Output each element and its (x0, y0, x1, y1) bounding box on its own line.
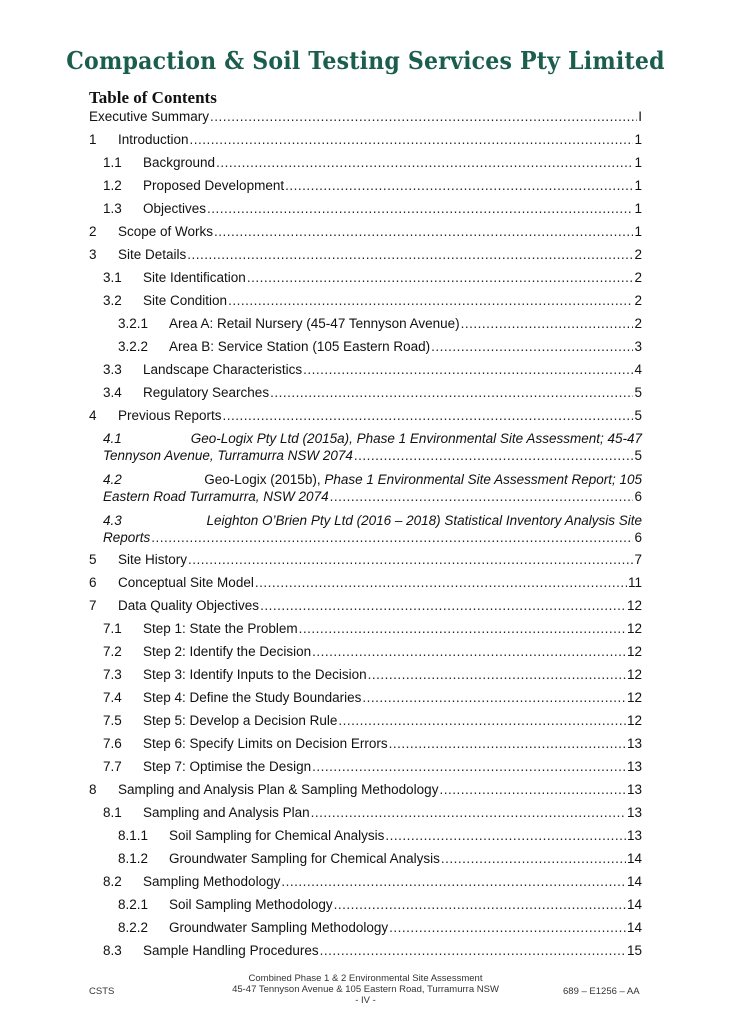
toc-entry-number: 8.1.1 (118, 828, 149, 843)
toc-entry-8-1-2[interactable] (89, 850, 642, 867)
toc-entry-page: 14 (626, 920, 642, 935)
toc-entry-7-6[interactable] (89, 735, 642, 752)
footer-report-title: Combined Phase 1 & 2 Environmental Site Assessment (248, 973, 483, 984)
toc-entry-title: Area B: Service Station (105 Eastern Road) (169, 339, 431, 354)
toc-entry-number: 3.2.2 (118, 339, 149, 354)
leader-dots (385, 827, 626, 844)
toc-entry-number: 4.2 (103, 472, 122, 487)
toc-entry-3-4[interactable] (89, 384, 642, 401)
toc-entry-number: 5 (89, 552, 97, 567)
toc-entry-number: 4.1 (103, 431, 122, 446)
toc-entry-title: Groundwater Sampling Methodology (169, 920, 389, 935)
leader-dots (368, 666, 626, 683)
toc-entry-4[interactable] (89, 407, 642, 424)
toc-entry-page: I (638, 109, 642, 124)
toc-entry-page: 1 (634, 132, 642, 147)
leader-dots (303, 361, 633, 378)
toc-entry-title-line2: Tennyson Avenue, Turramurra NSW 2074 (103, 448, 353, 463)
leader-dots (190, 131, 634, 148)
footer-right: 689 – E1256 – AA (563, 986, 640, 997)
toc-entry-title-line1-author: Geo-Logix (2015b), (204, 472, 325, 487)
toc-entry-title: Sample Handling Procedures (143, 943, 319, 958)
toc-entry-page: 11 (627, 575, 642, 590)
toc-entry-title: Step 6: Specify Limits on Decision Errors (143, 736, 388, 751)
toc-entry-page: 2 (634, 270, 642, 285)
toc-entry-page: 1 (634, 178, 642, 193)
toc-entry-page: 2 (634, 293, 642, 308)
leader-dots (441, 850, 626, 867)
toc-entry-title-line2: Eastern Road Turramurra, NSW 2074 (103, 489, 329, 504)
toc-entry-page: 12 (626, 598, 642, 613)
toc-entry-title: Step 7: Optimise the Design (143, 759, 312, 774)
toc-entry-number: 3.4 (103, 385, 122, 400)
toc-entry-1-2[interactable] (89, 177, 642, 194)
toc-entry-number: 7.5 (103, 713, 122, 728)
toc-entry-number: 8.2.1 (118, 897, 149, 912)
toc-entry-page: 12 (626, 621, 642, 636)
toc-entry-title: Scope of Works (118, 224, 214, 239)
toc-entry-number: 2 (89, 224, 97, 239)
leader-dots (270, 384, 633, 401)
toc-entry-title: Site History (118, 552, 188, 567)
toc-entry-8-3[interactable] (89, 942, 642, 959)
toc-entry-page: 4 (634, 362, 642, 377)
toc-entry-number: 3.2 (103, 293, 122, 308)
toc-entry-title: Soil Sampling Methodology (169, 897, 333, 912)
toc-entry-2[interactable] (89, 223, 642, 240)
toc-entry-title: Sampling and Analysis Plan (143, 805, 310, 820)
toc-entry-title-line2: Reports (103, 530, 151, 545)
toc-entry-title: Site Condition (143, 293, 228, 308)
toc-entry-page: 5 (634, 385, 642, 400)
toc-entry-3-3[interactable] (89, 361, 642, 378)
toc-entry-number: 7.4 (103, 690, 122, 705)
leader-dots (223, 407, 634, 424)
toc-entry-7-4[interactable] (89, 689, 642, 706)
toc-entry-number: 8.2 (103, 874, 122, 889)
toc-entry-7-7[interactable] (89, 758, 642, 775)
toc-entry-page: 14 (626, 851, 642, 866)
toc-entry-title: Regulatory Searches (143, 385, 270, 400)
toc-entry-8-2-1[interactable] (89, 896, 642, 913)
leader-dots (311, 804, 626, 821)
toc-entry-page: 5 (634, 448, 642, 463)
toc-entry-8-2-2[interactable] (89, 919, 642, 936)
toc-entry-number: 8.3 (103, 943, 122, 958)
leader-dots (389, 919, 626, 936)
toc-entry-number: 3.2.1 (118, 316, 149, 331)
toc-entry-title: Step 2: Identify the Decision (143, 644, 312, 659)
toc-entry-1[interactable] (89, 131, 642, 148)
toc-entry-page: 1 (634, 224, 642, 239)
toc-entry-page: 2 (634, 316, 642, 331)
leader-dots (389, 735, 626, 752)
toc-entry-8-2[interactable] (89, 873, 642, 890)
toc-entry-title: Data Quality Objectives (118, 598, 260, 613)
leader-dots (151, 529, 633, 546)
toc-entry-7-5[interactable] (89, 712, 642, 729)
toc-entry-number: 7.6 (103, 736, 122, 751)
toc-entry-title: Objectives (143, 201, 207, 216)
toc-entry-page: 12 (626, 644, 642, 659)
toc-entry-title: Landscape Characteristics (143, 362, 303, 377)
toc-entry-number: 8.2.2 (118, 920, 149, 935)
toc-entry-number: 8.1 (103, 805, 122, 820)
toc-entry-title: Sampling Methodology (143, 874, 281, 889)
toc-entry-4-2[interactable] (89, 471, 642, 505)
leader-dots (187, 246, 633, 263)
toc-entry-3-2-2[interactable] (89, 338, 642, 355)
leader-dots (247, 269, 634, 286)
toc-entry-page: 14 (626, 897, 642, 912)
toc-entry-title: Step 1: State the Problem (143, 621, 298, 636)
toc-entry-3-1[interactable] (89, 269, 642, 286)
toc-entry-3-2-1[interactable] (89, 315, 642, 332)
leader-dots (255, 574, 627, 591)
leader-dots (214, 223, 633, 240)
toc-entry-7-2[interactable] (89, 643, 642, 660)
toc-entry-title-line1: Geo-Logix Pty Ltd (2015a), Phase 1 Environmental Site Assessment; 45-47 (190, 431, 642, 446)
toc-entry-title: Site Details (118, 247, 187, 262)
toc-entry-title: Step 5: Develop a Decision Rule (143, 713, 338, 728)
toc-entry-4-3[interactable] (89, 512, 642, 546)
toc-entry-page: 7 (634, 552, 642, 567)
toc-entry-page: 13 (626, 736, 642, 751)
leader-dots (216, 154, 633, 171)
toc-entry-8-1-1[interactable] (89, 827, 642, 844)
toc-entry-title-line1: Leighton O’Brien Pty Ltd (2016 – 2018) Statistical Inventory Analysis Site (206, 513, 642, 528)
toc-entry-page: 12 (626, 713, 642, 728)
toc-entry-number: 4 (89, 408, 97, 423)
toc-entry-4-1[interactable] (89, 430, 642, 464)
toc-entry-8[interactable] (89, 781, 642, 798)
toc-entry-number: 8.1.2 (118, 851, 149, 866)
toc-entry-7-1[interactable] (89, 620, 642, 637)
toc-entry-8-1[interactable] (89, 804, 642, 821)
toc-entry-title: Previous Reports (118, 408, 222, 423)
toc-entry-number: 7 (89, 598, 97, 613)
toc-entry-title: Sampling and Analysis Plan & Sampling Methodology (118, 782, 439, 797)
leader-dots (210, 108, 637, 125)
toc-entry-title: Conceptual Site Model (118, 575, 254, 590)
leader-dots (312, 643, 626, 660)
toc-entry-number: 1 (89, 132, 97, 147)
leader-dots (188, 551, 633, 568)
leader-dots (330, 488, 634, 505)
leader-dots (431, 338, 633, 355)
leader-dots (320, 942, 626, 959)
toc-entry-number: 7.7 (103, 759, 122, 774)
toc-entry-title: Step 4: Define the Study Boundaries (143, 690, 362, 705)
leader-dots (338, 712, 626, 729)
leader-dots (228, 292, 633, 309)
toc-entry-7-3[interactable] (89, 666, 642, 683)
toc-entry-number: 3.3 (103, 362, 122, 377)
toc-entry-title: Step 3: Identify Inputs to the Decision (143, 667, 367, 682)
toc-entry-number: 7.2 (103, 644, 122, 659)
toc-entry-number: 3.1 (103, 270, 122, 285)
toc-entry-page: 15 (626, 943, 642, 958)
toc-entry-1-3[interactable] (89, 200, 642, 217)
toc-entry-title: Soil Sampling for Chemical Analysis (169, 828, 385, 843)
toc-entry-title: Area A: Retail Nursery (45-47 Tennyson Avenue) (169, 316, 460, 331)
footer-page-number: - IV - (355, 995, 376, 1006)
toc-entry-page: 1 (634, 155, 642, 170)
toc-entry-number: 1.3 (103, 201, 122, 216)
toc-entry-number: 1.2 (103, 178, 122, 193)
toc-entry-6[interactable] (89, 574, 642, 591)
toc-entry-title: Executive Summary (89, 109, 210, 124)
leader-dots (312, 758, 626, 775)
toc-entry-number: 6 (89, 575, 97, 590)
toc-entry-number: 8 (89, 782, 97, 797)
toc-entry-title: Proposed Development (143, 178, 285, 193)
toc-entry-page: 13 (626, 805, 642, 820)
leader-dots (260, 597, 626, 614)
toc-title: Table of Contents (89, 88, 217, 107)
leader-dots (285, 177, 633, 194)
toc-entry-title: Background (143, 155, 216, 170)
leader-dots (461, 315, 634, 332)
toc-entry-1-1[interactable] (89, 154, 642, 171)
leader-dots (439, 781, 626, 798)
toc-entry-page: 12 (626, 690, 642, 705)
toc-entry-page: 2 (634, 247, 642, 262)
toc-entry-title: Groundwater Sampling for Chemical Analysis (169, 851, 440, 866)
leader-dots (207, 200, 633, 217)
toc-entry-page: 3 (634, 339, 642, 354)
toc-entry-7[interactable] (89, 597, 642, 614)
toc-entry-page: 13 (626, 759, 642, 774)
toc-entry-5[interactable] (89, 551, 642, 568)
toc-entry-number: 1.1 (103, 155, 122, 170)
leader-dots (354, 447, 634, 464)
toc-entry-page: 14 (626, 874, 642, 889)
leader-dots (281, 873, 626, 890)
company-name: Compaction & Soil Testing Services Pty Limited (66, 46, 665, 75)
leader-dots (334, 896, 626, 913)
toc-entry-number: 7.3 (103, 667, 122, 682)
toc-entry-executive-summary[interactable] (89, 108, 642, 125)
toc-entry-number: 3 (89, 247, 97, 262)
leader-dots (299, 620, 626, 637)
toc-entry-title: Site Identification (143, 270, 246, 285)
footer-address: 45-47 Tennyson Avenue & 105 Eastern Road, Turramurra NSW (232, 984, 499, 995)
toc-entry-3[interactable] (89, 246, 642, 263)
toc-entry-page: 1 (634, 201, 642, 216)
toc-entry-page: 13 (626, 782, 642, 797)
toc-entry-page: 6 (634, 489, 642, 504)
toc-entry-page: 6 (634, 530, 642, 545)
footer-left: CSTS (89, 986, 115, 997)
toc-entry-page: 13 (626, 828, 642, 843)
toc-entry-page: 12 (626, 667, 642, 682)
toc-entry-3-2[interactable] (89, 292, 642, 309)
toc-entry-number: 4.3 (103, 513, 122, 528)
leader-dots (362, 689, 626, 706)
toc-entry-number: 7.1 (103, 621, 122, 636)
toc-entry-title-line1: Phase 1 Environmental Site Assessment Report; 105 (324, 472, 642, 487)
toc-entry-page: 5 (634, 408, 642, 423)
toc-entry-title: Introduction (118, 132, 189, 147)
